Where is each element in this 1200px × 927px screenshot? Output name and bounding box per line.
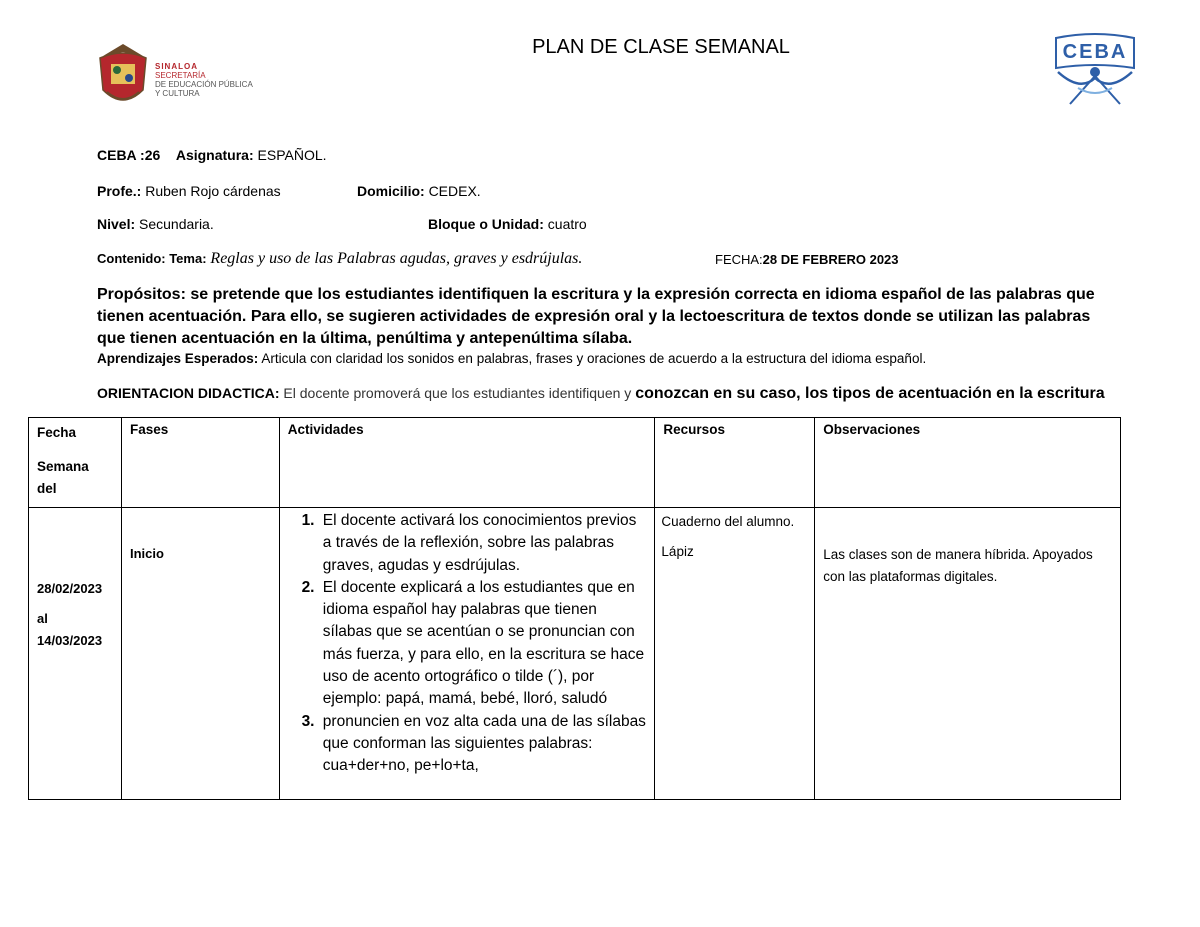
aprendizajes-text: Articula con claridad los sonidos en palabras, frases y oraciones de acuerdo a la estructura del idioma español. [261, 351, 927, 366]
table-header-row [29, 418, 1121, 508]
bloque-label: Bloque o Unidad: [428, 216, 544, 232]
ceba-value: 26 [144, 147, 161, 163]
header-fases: Fases [129, 422, 169, 437]
header-observaciones: Observaciones [823, 422, 921, 437]
page-title: PLAN DE CLASE SEMANAL [532, 36, 790, 58]
orientacion-label: ORIENTACION DIDACTICA: [97, 385, 280, 401]
header-recursos: Recursos [663, 422, 725, 437]
ceba-line [97, 147, 327, 163]
actividad-item: 3. pronuncien en voz alta cada una de las sílabas que conforman las siguientes palabras: cua+der+no, pe+lo+ta, [319, 711, 649, 778]
bloque-value: cuatro [547, 216, 587, 232]
contenido-line [97, 250, 582, 268]
recursos-cell [655, 508, 815, 800]
fecha-line [715, 252, 899, 267]
propositos-label: Propósitos: [97, 286, 186, 303]
header-fecha-cell [29, 418, 122, 508]
sinaloa-sepyc-logo [95, 40, 275, 112]
domicilio-value: CEDEX. [428, 183, 481, 199]
fecha-cell [29, 508, 122, 800]
actividades-list [286, 510, 649, 778]
orientacion-text: El docente promoverá que los estudiantes identifiquen y [283, 385, 632, 401]
domicilio-line [357, 183, 481, 199]
profe-label: Profe.: [97, 183, 142, 199]
nivel-value: Secundaria. [139, 216, 214, 232]
fecha-value: 28 DE FEBRERO 2023 [762, 252, 899, 267]
ceba-logo-text: CEBA [1062, 41, 1128, 63]
aprendizajes-label: Aprendizajes Esperados: [97, 351, 259, 366]
propositos-paragraph [97, 284, 1117, 350]
domicilio-label: Domicilio: [357, 183, 425, 199]
aprendizajes-paragraph [97, 351, 1117, 366]
header-fecha: Fecha [37, 425, 77, 440]
fecha-to: 14/03/2023 [37, 633, 103, 648]
recurso-1: Cuaderno del alumno. [661, 514, 795, 529]
fecha-label: FECHA: [715, 252, 763, 267]
asignatura-label: Asignatura: [175, 147, 254, 163]
orientacion-paragraph [97, 385, 1137, 403]
contenido-value: Reglas y uso de las Palabras agudas, graves y esdrújulas. [210, 250, 583, 267]
logo-line2: DE EDUCACIÓN PÚBLICA [155, 80, 253, 89]
header-actividades-cell [279, 418, 655, 508]
logo-state-text: SINALOA [155, 62, 198, 71]
fase-cell [121, 508, 279, 800]
nivel-label: Nivel: [97, 216, 136, 232]
fecha-from: 28/02/2023 [37, 581, 103, 596]
actividad-item: 2. El docente explicará a los estudiantes que en idioma español hay palabras que tienen sílabas que se acentúan o se pronuncian con más fuerza, y para ello, en la escritura se hace uso de acento ortográfico o tilde (´), por ejemplo: papá, mamá, bebé, lloró, saludó [319, 577, 649, 711]
header-fases-cell [121, 418, 279, 508]
profe-line [97, 183, 281, 199]
propositos-text: se pretende que los estudiantes identifiquen la escritura y la expresión correcta en idioma español de las palabras que tienen acentuación. Para ello, se sugieren actividades de expresión oral y la lectoescritura de textos donde se utilizan las palabras que tienen acentuación en la última, penúltima y antepenúltima sílaba. [97, 286, 1095, 347]
bloque-line [428, 216, 587, 232]
observaciones-text: Las clases son de manera híbrida. Apoyados con las plataformas digitales. [823, 547, 1093, 584]
logo-line3: Y CULTURA [155, 89, 200, 98]
ceba-logo [1050, 32, 1140, 108]
ceba-label: CEBA : [97, 147, 145, 163]
plan-table [28, 417, 1121, 800]
logo-line1: SECRETARÍA [155, 71, 206, 80]
actividad-item: 1. El docente activará los conocimientos previos a través de la reflexión, sobre las palabras graves, agudas y esdrújulas. [319, 510, 649, 577]
fecha-al: al [37, 611, 48, 626]
profe-value: Ruben Rojo cárdenas [145, 183, 281, 199]
orientacion-rest: conozcan en su caso, los tipos de acentuación en la escritura [635, 385, 1105, 402]
header-observaciones-cell [815, 418, 1121, 508]
header-actividades: Actividades [287, 422, 364, 437]
nivel-line [97, 216, 214, 232]
recurso-2: Lápiz [661, 544, 694, 559]
table-row [29, 508, 1121, 800]
header-semana: Semana [37, 459, 89, 474]
header-recursos-cell [655, 418, 815, 508]
actividades-cell [279, 508, 655, 800]
contenido-label: Contenido: Tema: [97, 251, 207, 266]
observaciones-cell [815, 508, 1121, 800]
header-del: del [37, 481, 57, 496]
fase-value: Inicio [129, 546, 164, 561]
asignatura-value: ESPAÑOL. [257, 147, 327, 163]
